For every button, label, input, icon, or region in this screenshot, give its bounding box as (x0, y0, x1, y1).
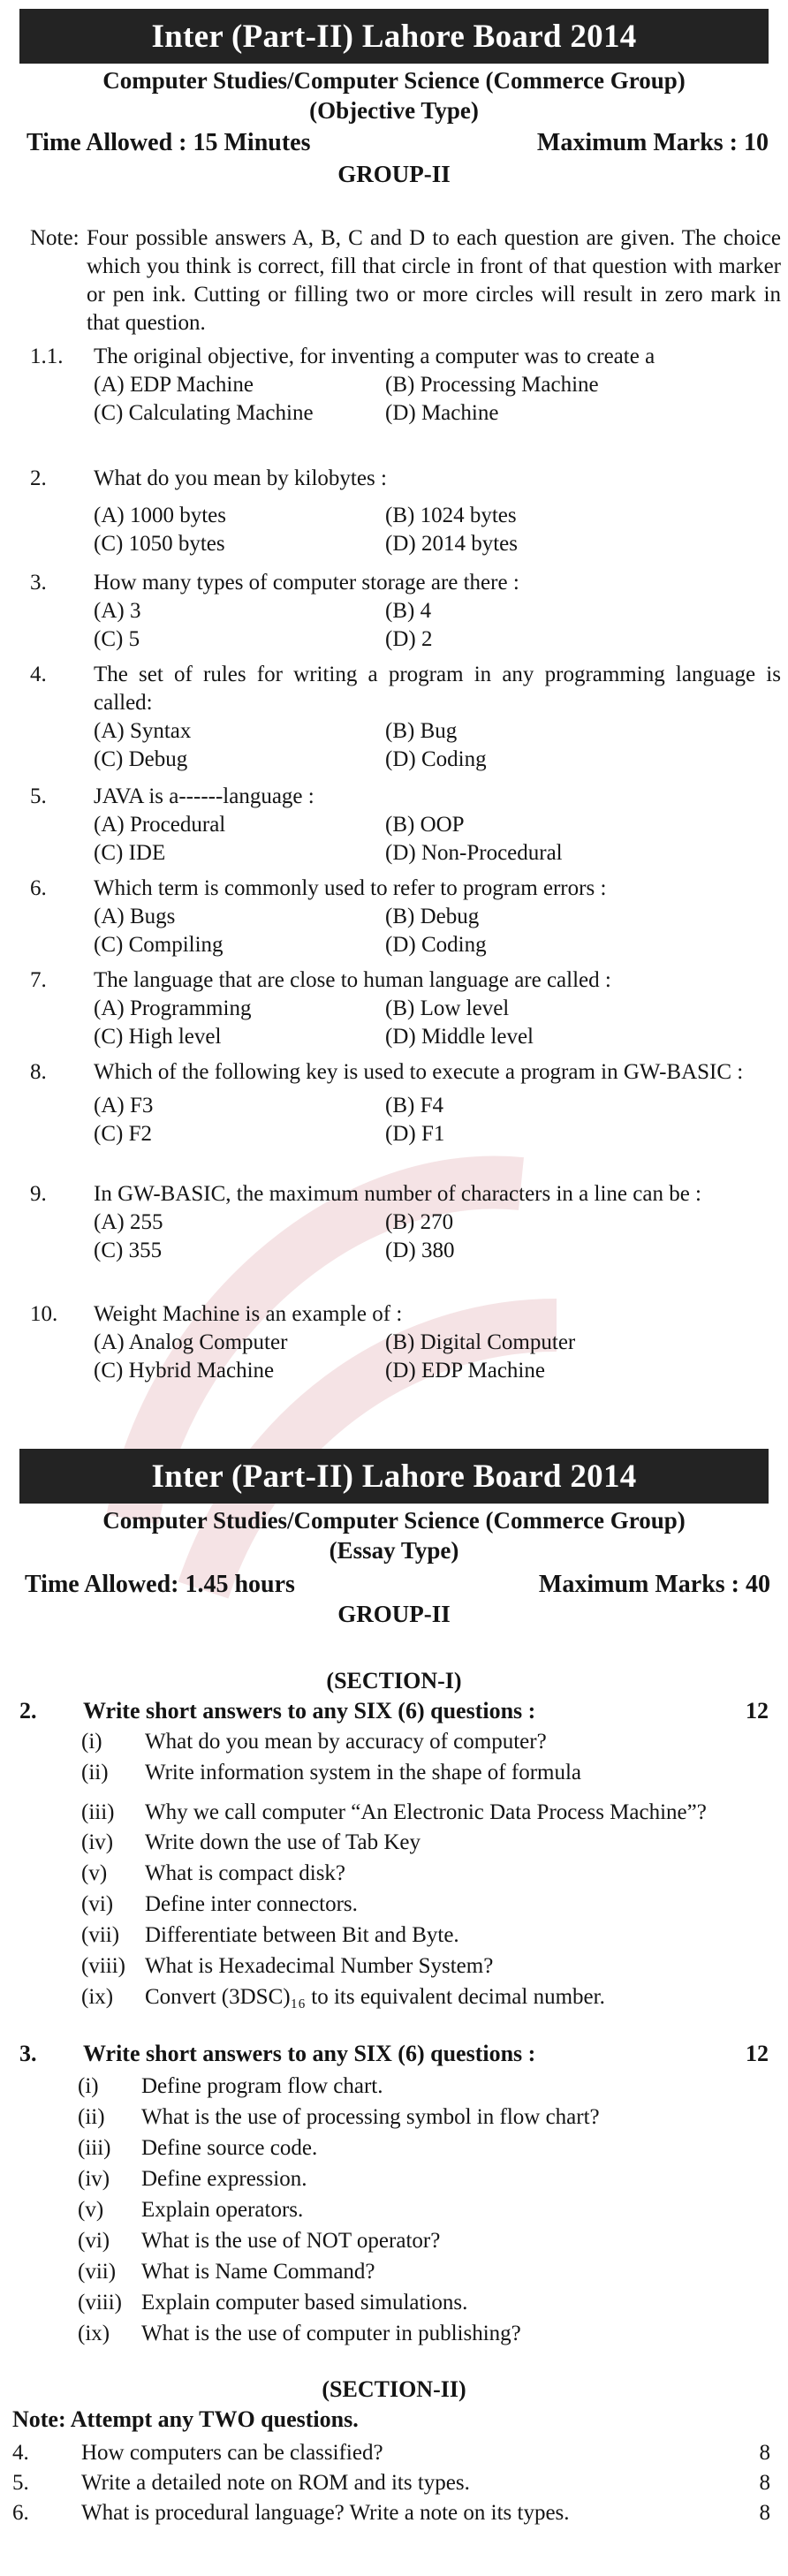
essay-subject: Computer Studies/Computer Science (Commerce Group) (102, 1507, 686, 1534)
essay-time-allowed: Time Allowed: 1.45 hours (25, 1571, 295, 1598)
question-marks: 8 (759, 2441, 770, 2465)
objective-time-allowed: Time Allowed : 15 Minutes (27, 129, 311, 156)
option-d: (D) 380 (385, 1239, 455, 1262)
question-options (94, 995, 781, 1051)
list-item (81, 1858, 779, 1889)
part-text: Define program flow chart. (141, 2074, 383, 2098)
option-c: (C) Debug (94, 747, 188, 771)
question-options (94, 371, 781, 428)
option-a: (A) Procedural (94, 813, 226, 837)
question-number: 3. (30, 571, 47, 595)
list-item (12, 2498, 770, 2528)
objective-type: (Objective Type) (309, 97, 479, 124)
essay-banner: Inter (Part-II) Lahore Board 2014 (19, 1449, 769, 1504)
part-text: What is Name Command? (141, 2260, 375, 2284)
question-options (94, 502, 781, 558)
objective-group: GROUP-II (337, 161, 451, 187)
part-number: (vi) (81, 1892, 114, 1916)
essay-type: (Essay Type) (329, 1537, 459, 1564)
question-number: 2. (19, 1698, 37, 1724)
part-text: Define expression. (141, 2167, 307, 2191)
objective-question-9 (30, 1180, 781, 1265)
list-item (81, 1757, 779, 1788)
list-item (78, 2194, 776, 2225)
list-item (78, 2256, 776, 2287)
question-number: 9. (30, 1182, 47, 1206)
note-label: Note: (30, 226, 80, 250)
list-item (81, 1920, 779, 1951)
option-c: (C) 355 (94, 1239, 163, 1262)
list-item (81, 1726, 779, 1757)
objective-question-7 (30, 966, 781, 1051)
part-number: (i) (81, 1730, 102, 1754)
option-c: (C) Hybrid Machine (94, 1359, 275, 1383)
question-marks: 8 (759, 2471, 770, 2495)
option-b: (B) Low level (385, 996, 510, 1020)
essay-max-marks: Maximum Marks : 40 (538, 1571, 770, 1598)
objective-question-10 (30, 1300, 781, 1385)
objective-note (30, 224, 781, 337)
part-number: (v) (81, 1861, 108, 1885)
essay-question-3 (19, 2041, 769, 2067)
option-d: (D) F1 (385, 1122, 445, 1146)
objective-meta (27, 129, 769, 157)
objective-question-6 (30, 875, 781, 959)
part-number: (ix) (78, 2322, 110, 2345)
part-number: (viii) (81, 1954, 125, 1978)
option-a: (A) EDP Machine (94, 373, 254, 397)
option-c: (C) IDE (94, 841, 166, 865)
option-b: (B) Bug (385, 719, 458, 743)
part-number: (iv) (78, 2167, 110, 2191)
objective-question-3 (30, 569, 781, 654)
part-number: (vi) (78, 2229, 110, 2253)
option-a: (A) 255 (94, 1210, 163, 1234)
question-marks: 12 (746, 2041, 769, 2066)
question-text: The set of rules for writing a program in any programming language is called: (94, 663, 781, 715)
list-item (81, 1889, 779, 1920)
option-d: (D) Coding (385, 933, 487, 957)
option-d: (D) 2014 bytes (385, 532, 518, 556)
part-text: Explain operators. (141, 2198, 304, 2222)
list-item (81, 1827, 779, 1858)
part-number: (i) (78, 2074, 99, 2098)
option-b: (B) F4 (385, 1094, 443, 1118)
option-a: (A) Syntax (94, 719, 192, 743)
option-c: (C) F2 (94, 1122, 152, 1146)
part-text: Define source code. (141, 2136, 318, 2160)
question-options (94, 717, 781, 774)
list-item (78, 2225, 776, 2256)
option-b: (B) Digital Computer (385, 1330, 576, 1354)
question-number: 7. (30, 968, 47, 992)
question-number: 4. (30, 663, 47, 686)
question-text: Weight Machine is an example of : (94, 1302, 403, 1326)
part-number: (ix) (81, 1985, 114, 2009)
question-text: How computers can be classified? (81, 2441, 383, 2465)
question-options (94, 903, 781, 959)
part-text: What is the use of NOT operator? (141, 2229, 441, 2253)
part-text: Explain computer based simulations. (141, 2291, 468, 2315)
part-number: (ii) (81, 1761, 109, 1784)
question-number: 4. (12, 2441, 29, 2465)
essay-question-2-parts (81, 1726, 779, 2012)
question-options (94, 1092, 781, 1148)
part-number: (v) (78, 2198, 104, 2222)
part-number: (iii) (81, 1800, 115, 1824)
part-number: (iv) (81, 1830, 114, 1854)
objective-question-5 (30, 783, 781, 868)
option-b: (B) 270 (385, 1210, 454, 1234)
option-b: (B) 4 (385, 599, 432, 623)
list-item (81, 1951, 779, 1981)
essay-question-3-parts (78, 2071, 776, 2349)
long-questions (12, 2438, 770, 2528)
part-text: Why we call computer “An Electronic Data Process Machine”? (145, 1800, 707, 1824)
question-text: Write short answers to any SIX (6) questions : (83, 2041, 536, 2066)
part-text: What is Hexadecimal Number System? (145, 1954, 494, 1978)
part-text: What is the use of processing symbol in flow chart? (141, 2105, 600, 2129)
option-a: (A) F3 (94, 1094, 154, 1118)
list-item (81, 1981, 779, 2012)
question-options (94, 1329, 781, 1385)
objective-banner: Inter (Part-II) Lahore Board 2014 (19, 9, 769, 64)
option-b: (B) 1024 bytes (385, 504, 517, 527)
part-number: (vii) (78, 2260, 117, 2284)
section-1-heading: (SECTION-I) (326, 1668, 462, 1693)
question-text: Write short answers to any SIX (6) questions : (83, 1698, 536, 1724)
part-text: What is compact disk? (145, 1861, 346, 1885)
question-options (94, 811, 781, 868)
option-d: (D) Machine (385, 401, 499, 425)
objective-question-8 (30, 1058, 781, 1148)
question-number: 6. (30, 876, 47, 900)
option-d: (D) Middle level (385, 1025, 534, 1049)
option-d: (D) 2 (385, 627, 433, 651)
question-text: The language that are close to human language are called : (94, 968, 611, 992)
part-text: Convert (3DSC)₁₆ to its equivalent decimal number. (145, 1985, 605, 2009)
option-c: (C) 1050 bytes (94, 532, 225, 556)
part-text: Write down the use of Tab Key (145, 1830, 421, 1854)
objective-question-4 (30, 661, 781, 774)
essay-group: GROUP-II (337, 1601, 451, 1627)
question-number: 6. (12, 2501, 29, 2525)
option-c: (C) 5 (94, 627, 140, 651)
question-text: The original objective, for inventing a computer was to create a (94, 345, 655, 368)
question-number: 5. (12, 2471, 29, 2495)
list-item (78, 2318, 776, 2349)
option-c: (C) High level (94, 1025, 222, 1049)
option-d: (D) Coding (385, 747, 487, 771)
question-text: What do you mean by kilobytes : (94, 466, 387, 490)
objective-question-2 (30, 465, 781, 558)
option-d: (D) EDP Machine (385, 1359, 545, 1383)
option-a: (A) 3 (94, 599, 141, 623)
question-text: Which of the following key is used to execute a program in GW-BASIC : (94, 1060, 744, 1084)
question-marks: 12 (746, 1698, 769, 1724)
option-c: (C) Compiling (94, 933, 224, 957)
question-text: In GW-BASIC, the maximum number of characters in a line can be : (94, 1182, 701, 1206)
objective-max-marks: Maximum Marks : 10 (536, 129, 769, 156)
section-2-note: Note: Attempt any TWO questions. (12, 2406, 359, 2432)
list-item (78, 2071, 776, 2102)
question-number: 10. (30, 1302, 58, 1326)
part-number: (vii) (81, 1923, 120, 1947)
essay-question-2 (19, 1698, 769, 1724)
list-item (81, 1799, 779, 1827)
part-number: (ii) (78, 2105, 105, 2129)
option-b: (B) Debug (385, 905, 480, 928)
question-text: How many types of computer storage are there : (94, 571, 519, 595)
note-text: Four possible answers A, B, C and D to each question are given. The choice which you think is correct, fill that circle in front of that question with marker or pen ink. Cutting or filling two or more circles will result in zero mark in that question. (87, 226, 781, 335)
question-options (94, 597, 781, 654)
list-item (12, 2468, 770, 2498)
part-number: (iii) (78, 2136, 111, 2160)
question-text: What is procedural language? Write a note on its types. (81, 2501, 570, 2525)
question-number: 2. (30, 466, 47, 490)
option-a: (A) Programming (94, 996, 252, 1020)
list-item (78, 2102, 776, 2133)
question-text: Which term is commonly used to refer to program errors : (94, 876, 607, 900)
question-number: 5. (30, 784, 47, 808)
question-number: 8. (30, 1060, 47, 1084)
option-b: (B) Processing Machine (385, 373, 599, 397)
option-a: (A) Bugs (94, 905, 176, 928)
question-text: Write a detailed note on ROM and its types. (81, 2471, 470, 2495)
objective-subject: Computer Studies/Computer Science (Commerce Group) (102, 67, 686, 94)
list-item (78, 2163, 776, 2194)
section-2-heading: (SECTION-II) (322, 2376, 466, 2402)
question-options (94, 1208, 781, 1265)
option-c: (C) Calculating Machine (94, 401, 314, 425)
option-b: (B) OOP (385, 813, 465, 837)
question-text: JAVA is a------language : (94, 784, 314, 808)
option-a: (A) 1000 bytes (94, 504, 226, 527)
list-item (78, 2133, 776, 2163)
part-number: (viii) (78, 2291, 122, 2315)
part-text: What do you mean by accuracy of computer? (145, 1730, 547, 1754)
essay-meta (25, 1571, 770, 1599)
part-text: Write information system in the shape of formula (145, 1761, 582, 1784)
list-item (12, 2438, 770, 2468)
option-a: (A) Analog Computer (94, 1330, 288, 1354)
part-text: Define inter connectors. (145, 1892, 358, 1916)
part-text: What is the use of computer in publishing? (141, 2322, 521, 2345)
question-number: 1.1. (30, 345, 64, 368)
objective-question-1 (30, 343, 781, 428)
question-number: 3. (19, 2041, 37, 2066)
option-d: (D) Non-Procedural (385, 841, 563, 865)
question-marks: 8 (759, 2501, 770, 2525)
list-item (78, 2287, 776, 2318)
part-text: Differentiate between Bit and Byte. (145, 1923, 459, 1947)
